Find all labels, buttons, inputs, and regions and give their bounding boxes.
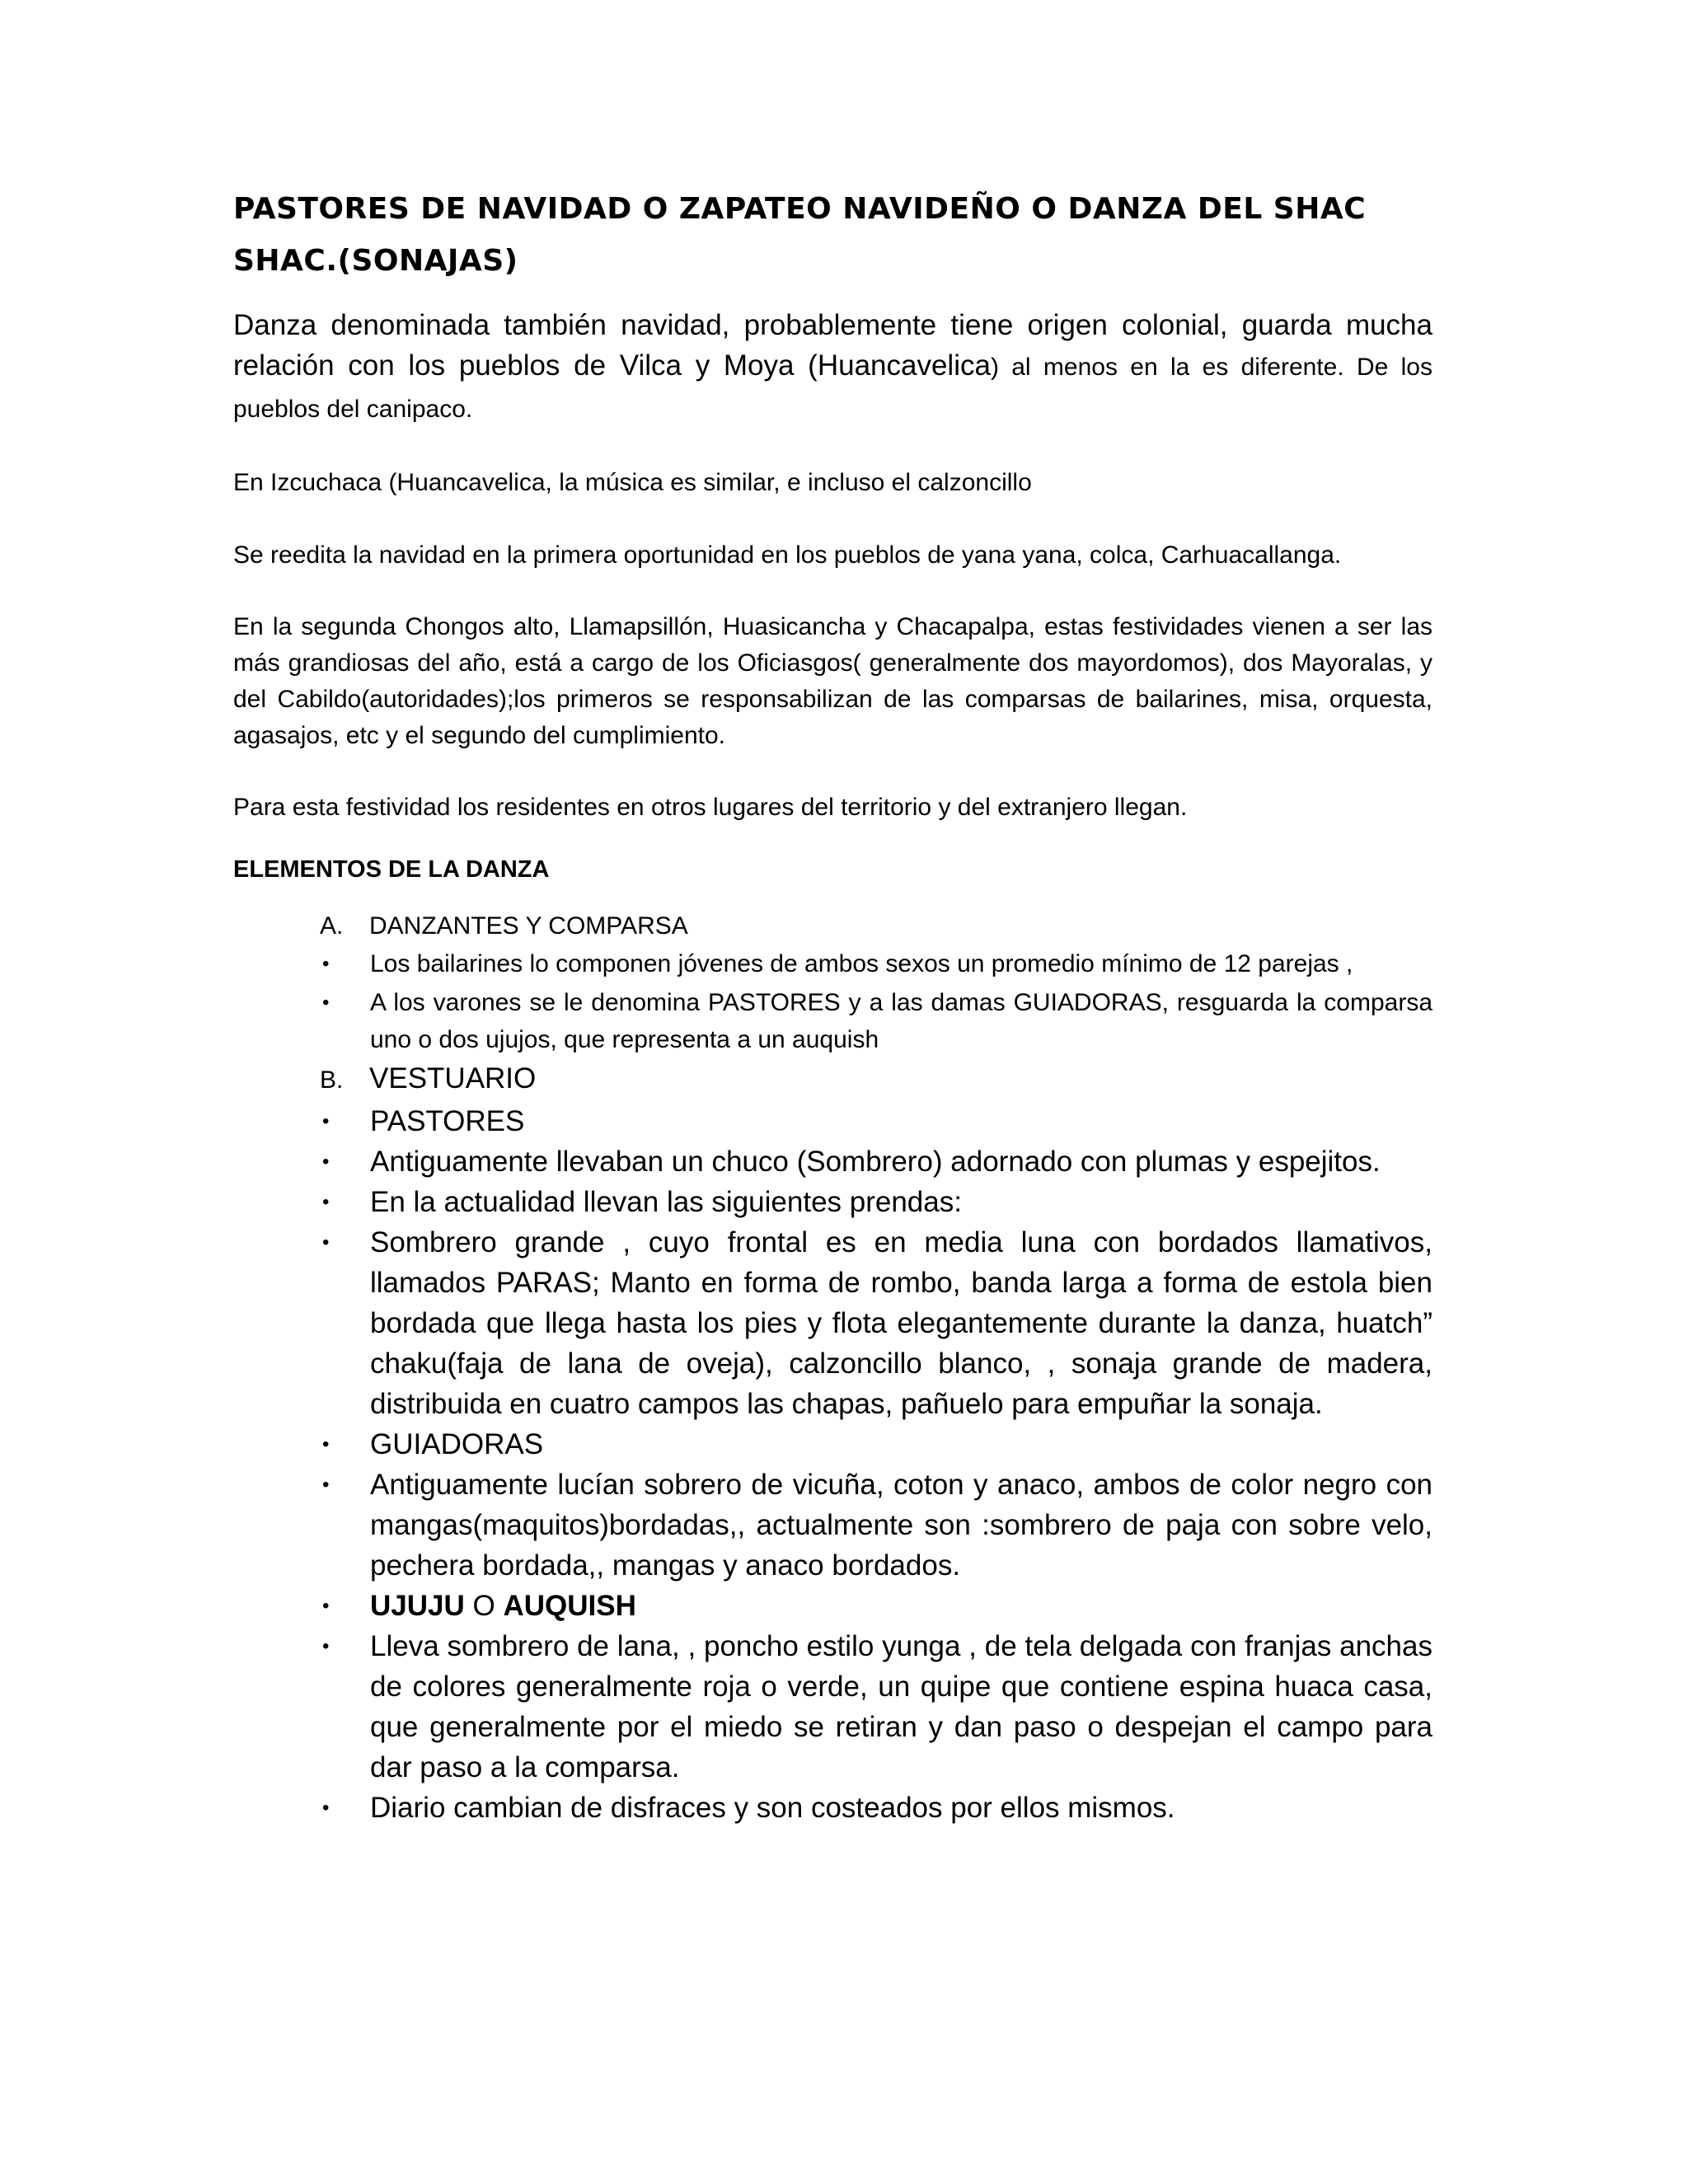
paragraph-segunda: En la segunda Chongos alto, Llamapsillón, Huasicancha y Chacapalpa, estas festividades vienen a ser las más grandiosas del año, está a cargo de los Oficiasgos( generalmente dos mayordomos), dos Mayoralas, y del Cabildo(autoridades);los primeros se responsabilizan de las comparsas de bailarines, misa, orquesta, agasajos, etc y el segundo del cumplimiento. xyxy=(233,613,1432,749)
section-vestuario xyxy=(320,1058,1432,1828)
ujuju-label: UJUJU xyxy=(370,1590,465,1622)
list-item: • GUIADORAS xyxy=(370,1424,1432,1465)
list-item: • Sombrero grande , cuyo frontal es en media luna con bordados llamativos, llamados PARAS; Manto en forma de rombo, banda larga a forma de estola bien bordada que llega hasta los pies y flota elegantemente durante la danza, huatch” chaku(faja de lana de oveja), calzoncillo blanco, , sonaja grande de madera, distribuida en cuatro campos las chapas, pañuelo para empuñar la sonaja. xyxy=(370,1222,1432,1424)
list-item: • Antiguamente lucían sobrero de vicuña, coton y anaco, ambos de color negro con mangas(maquitos)bordadas,, actualmente son :sombrero de paja con sobre velo, pechera bordada,, mangas y anaco bordados. xyxy=(370,1465,1432,1586)
section-danzantes xyxy=(320,907,1432,1058)
section-a-label xyxy=(320,907,1432,945)
list-item: • PASTORES xyxy=(370,1101,1432,1141)
intro-small-text: ) al menos en la es diferente. De los pueblos del canipaco. xyxy=(233,354,1432,423)
intro-main-text: Danza denominada también navidad, probablemente tiene origen colonial, guarda mucha relación con los pueblos de Vilca y Moya (Huancavelica xyxy=(233,309,1432,382)
document-title: PASTORES DE NAVIDAD O ZAPATEO NAVIDEÑO O DANZA DEL SHAC SHAC.(SONAJAS) xyxy=(233,192,1367,278)
list-item: • Los bailarines lo componen jóvenes de ambos sexos un promedio mínimo de 12 parejas , xyxy=(370,945,1432,982)
list-item: • Diario cambian de disfraces y son costeados por ellos mismos. xyxy=(370,1788,1432,1828)
section-b-list xyxy=(320,1101,1432,1828)
intro-paragraph xyxy=(233,305,1432,429)
section-a-list xyxy=(320,945,1432,1058)
section-b-letter: B. xyxy=(320,1066,344,1094)
list-item: • En la actualidad llevan las siguientes prendas: xyxy=(370,1182,1432,1222)
elements-heading: ELEMENTOS DE LA DANZA xyxy=(233,856,550,883)
paragraph-festividad: Para esta festividad los residentes en otros lugares del territorio y del extranjero llegan. xyxy=(233,794,1188,821)
section-b-title: VESTUARIO xyxy=(369,1062,537,1094)
list-item: • Antiguamente llevaban un chuco (Sombrero) adornado con plumas y espejitos. xyxy=(370,1141,1432,1182)
list-item-ujuju xyxy=(370,1586,1432,1626)
section-b-label xyxy=(320,1058,1432,1101)
paragraph-izcuchaca: En Izcuchaca (Huancavelica, la música es similar, e incluso el calzoncillo xyxy=(233,469,1032,496)
paragraph-reedita: Se reedita la navidad en la primera oportunidad en los pueblos de yana yana, colca, Carhuacallanga. xyxy=(233,541,1342,569)
auquish-label: AUQUISH xyxy=(503,1590,636,1622)
section-a-letter: A. xyxy=(320,912,344,940)
section-a-title: DANZANTES Y COMPARSA xyxy=(369,912,688,940)
ujuju-connector: O xyxy=(464,1590,504,1622)
list-item: • Lleva sombrero de lana, , poncho estilo yunga , de tela delgada con franjas anchas de colores generalmente roja o verde, un quipe que contiene espina huaca casa, que generalmente por el miedo se retiran y dan paso o despejan el campo para dar paso a la comparsa. xyxy=(370,1626,1432,1788)
list-item: • A los varones se le denomina PASTORES y a las damas GUIADORAS, resguarda la comparsa uno o dos ujujos, que representa a un auquish xyxy=(370,984,1432,1058)
document-page xyxy=(233,183,1432,1828)
